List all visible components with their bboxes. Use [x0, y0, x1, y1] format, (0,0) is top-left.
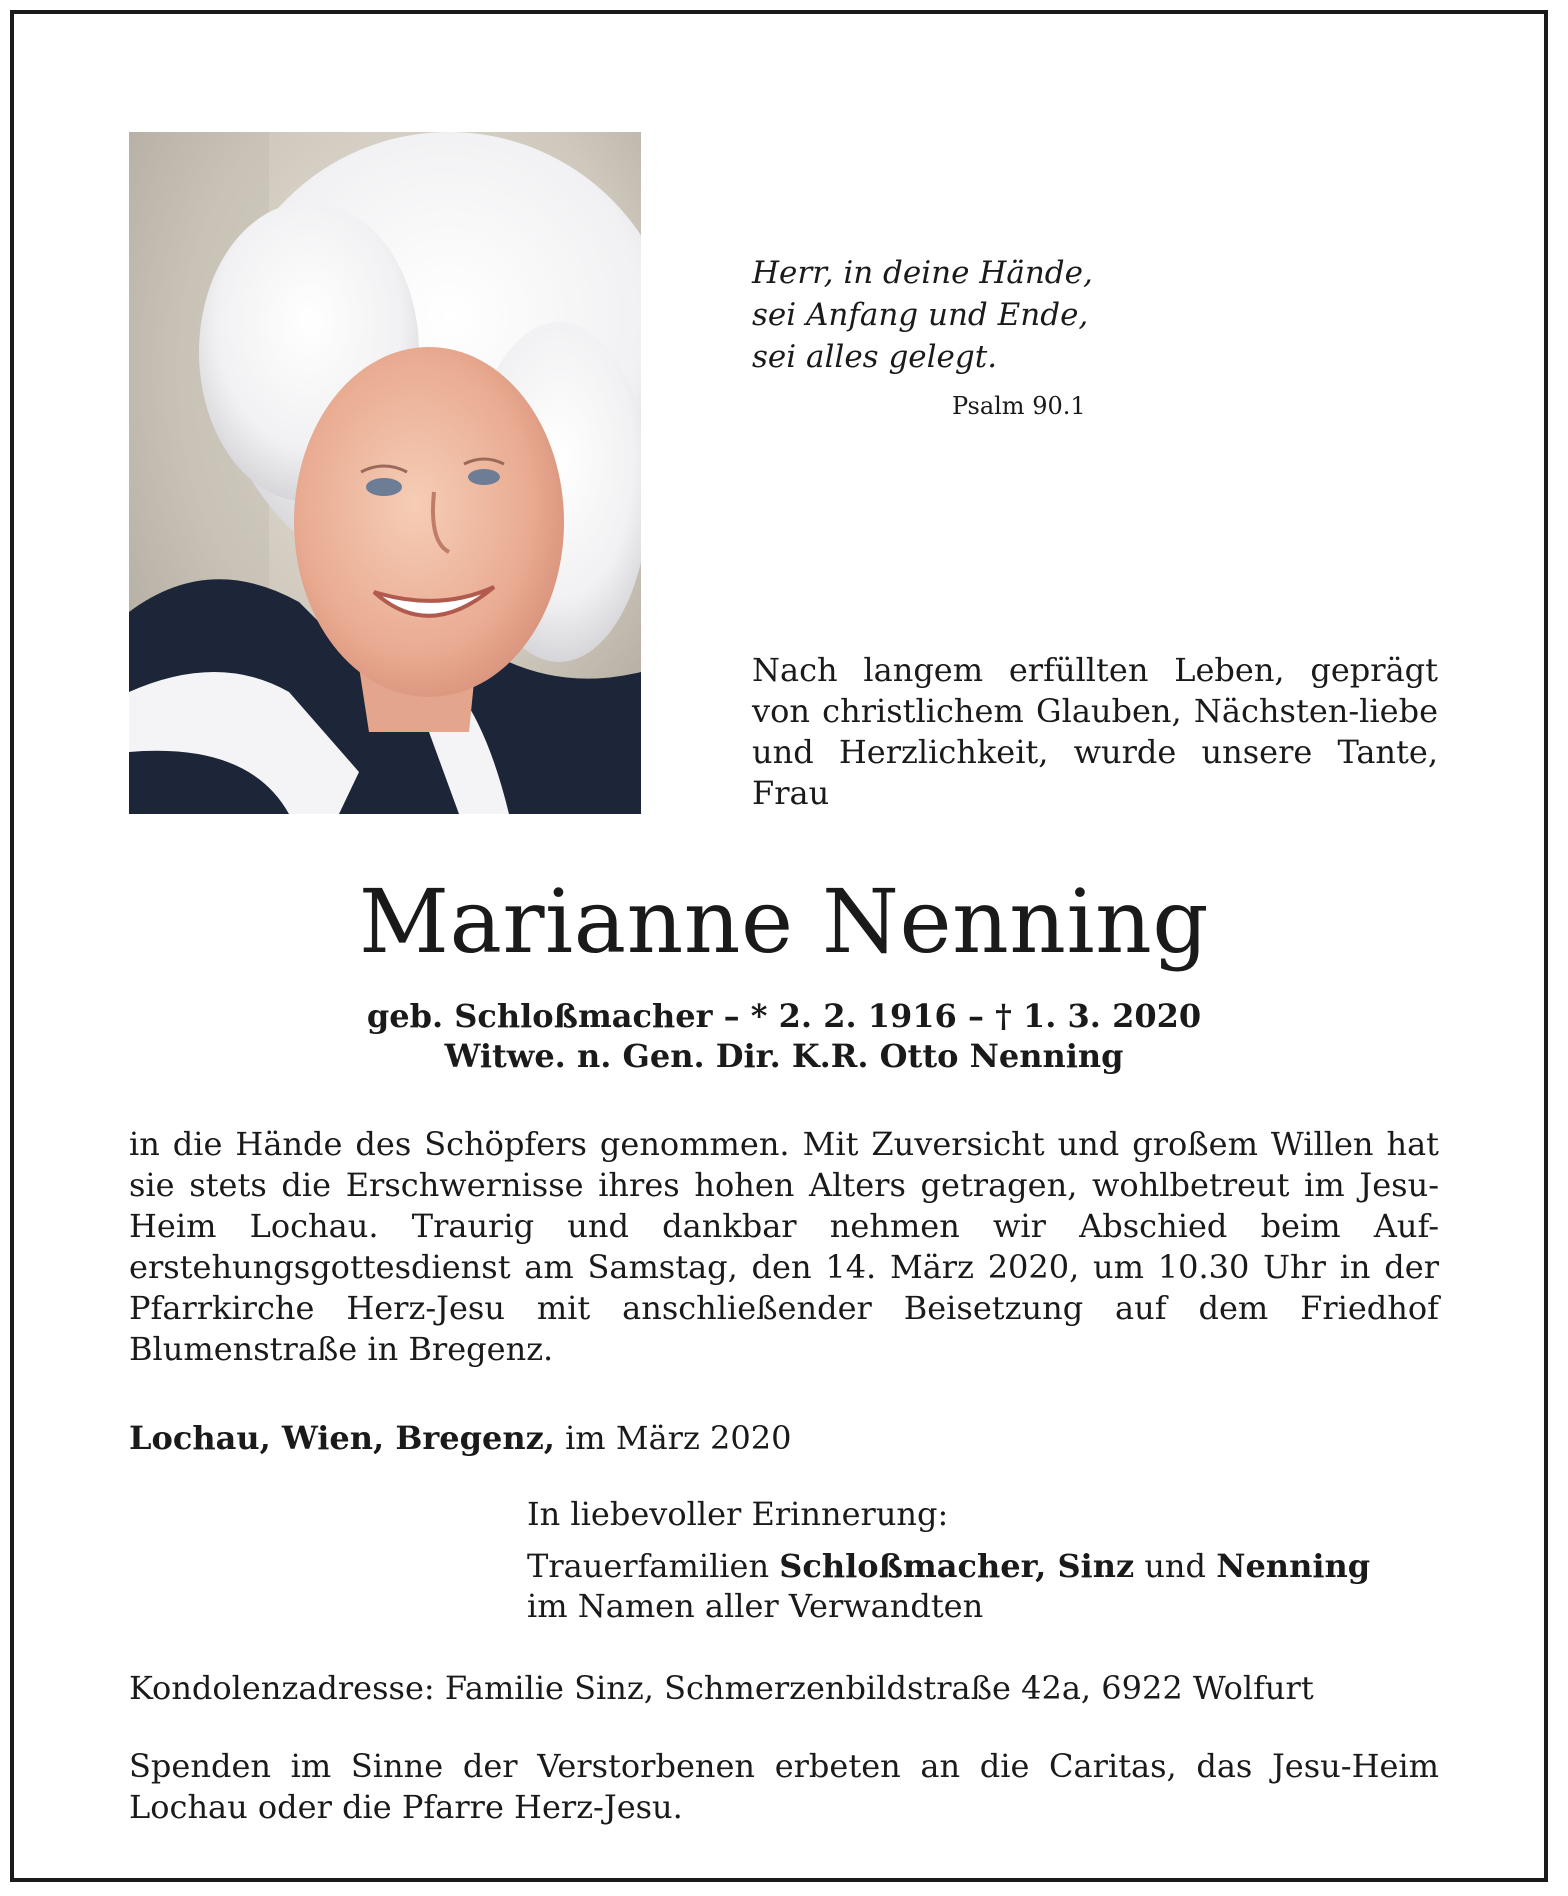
family-name-nenning: Nenning — [1216, 1547, 1371, 1585]
families-and: und — [1134, 1547, 1217, 1585]
memory-heading: In liebevoller Erinnerung: — [527, 1495, 949, 1533]
donations-text: Spenden im Sinne der Verstorbenen erbeten an die Caritas, das Jesu-Heim Lochau oder die Pfarre Herz-Jesu. — [129, 1747, 1439, 1826]
families-prefix: Trauerfamilien — [527, 1547, 780, 1585]
intro-text: Nach langem erfüllten Leben, geprägt von christlichem Glauben, Nächsten-liebe und Herzlichkeit, wurde unsere Tante, Frau — [752, 651, 1438, 812]
deceased-name: Marianne Nenning — [358, 870, 1210, 973]
psalm-quote — [752, 252, 1112, 378]
portrait-photo — [129, 132, 641, 814]
date: im März 2020 — [554, 1419, 792, 1457]
condolence-address: Kondolenzadresse: Familie Sinz, Schmerzenbildstraße 42a, 6922 Wolfurt — [129, 1669, 1314, 1707]
psalm-reference: Psalm 90.1 — [952, 392, 1086, 420]
family-names: Schloßmacher, Sinz — [779, 1547, 1135, 1585]
place-date — [129, 1418, 791, 1458]
places: Lochau, Wien, Bregenz, — [129, 1419, 555, 1457]
families-line2: im Namen aller Verwandten — [527, 1587, 984, 1625]
psalm-line: sei alles gelegt. — [752, 339, 998, 375]
body-text: in die Hände des Schöpfers genommen. Mit Zuversicht und großem Willen hat sie stets die Erschwernisse ihres hohen Alters getragen, wohlbetreut im Jesu-Heim Lochau. Traurig und dankbar nehmen wir Abschied beim Auf-erstehungsgottesdienst am Samstag, den 14. März 2020, um 10.30 Uhr in der Pfarrkirche Herz-Jesu mit anschließender Beisetzung auf dem Friedhof Blumenstraße in Bregenz. — [129, 1125, 1439, 1368]
widow-line: Witwe. n. Gen. Dir. K.R. Otto Nenning — [444, 1037, 1124, 1075]
subtitle — [0, 996, 1568, 1076]
psalm-line: Herr, in deine Hände, — [752, 255, 1093, 291]
mourning-families — [527, 1546, 1447, 1626]
birth-death-line: geb. Schloßmacher – * 2. 2. 1916 – † 1. 3. 2020 — [366, 997, 1202, 1035]
psalm-line: sei Anfang und Ende, — [752, 297, 1089, 333]
